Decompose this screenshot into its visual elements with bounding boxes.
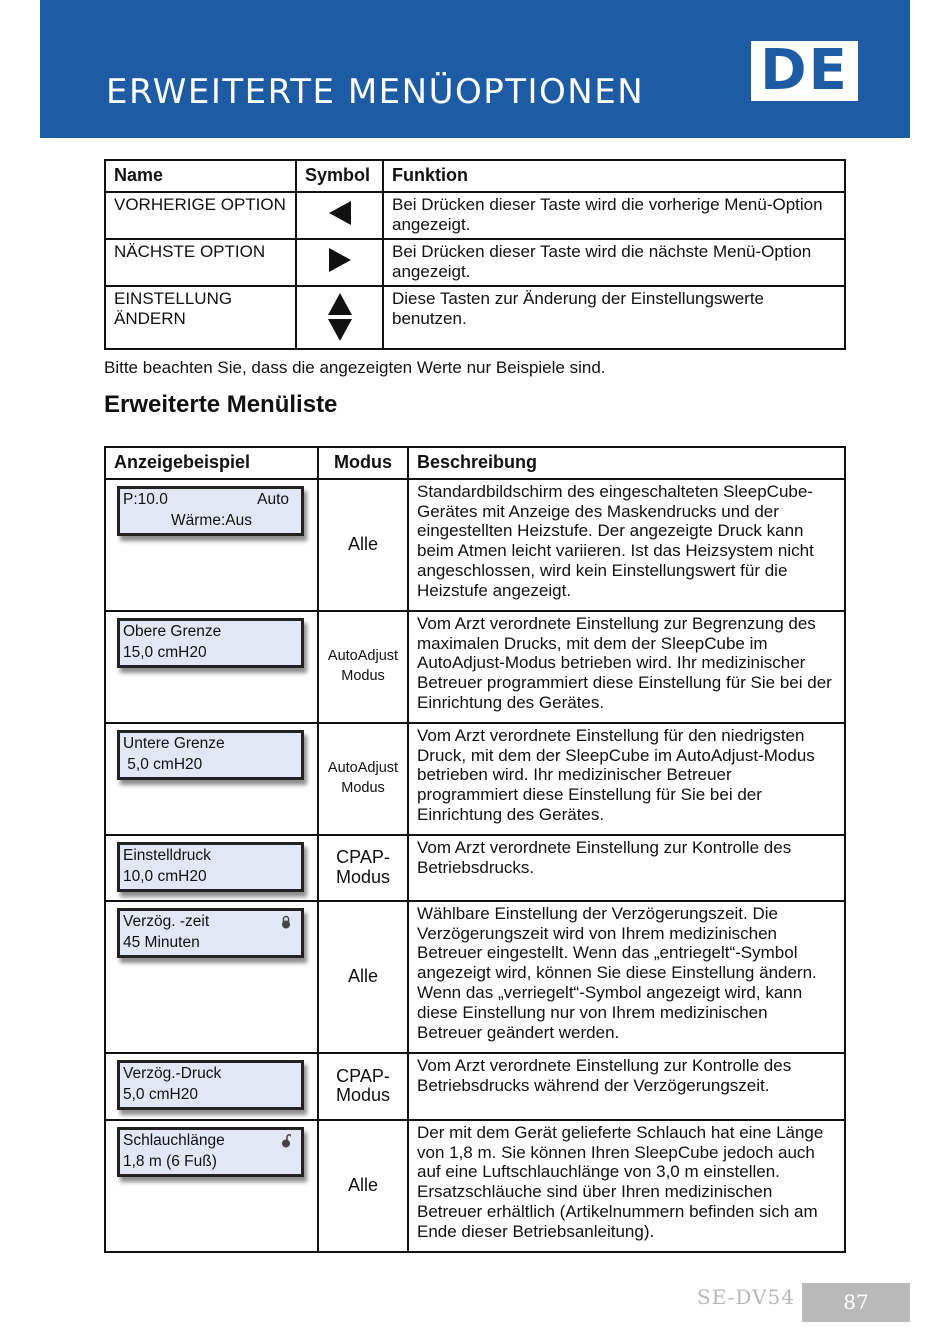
description-cell: Wählbare Einstellung der Verzögerungszeit. Die Verzögerungszeit wird von Ihrem medizinischen Betreuer eingestellt. Wenn das „entriegelt“-Symbol angezeigt wird, können Sie diese Einstellung ändern. Wenn das „verriegelt“-Symbol angezeigt wird, kann diese Einstellung nur von Ihrem medizinischen Betreuer geändert werden. <box>408 901 845 1053</box>
table-header-row <box>105 447 845 479</box>
display-example <box>117 908 304 958</box>
mode-cell: AutoAdjust Modus <box>318 723 408 835</box>
right-triangle-icon <box>329 248 351 272</box>
display-example <box>117 1060 304 1110</box>
display-example <box>117 486 304 536</box>
button-function: Diese Tasten zur Änderung der Einstellungswerte benutzen. <box>383 286 845 349</box>
description-cell: Vom Arzt verordnete Einstellung zur Kontrolle des Betriebsdrucks. <box>408 835 845 901</box>
description-cell: Vom Arzt verordnete Einstellung zur Kontrolle des Betriebsdrucks während der Verzögerungszeit. <box>408 1053 845 1120</box>
table-row <box>105 192 845 239</box>
column-header: Funktion <box>383 160 845 192</box>
table-row <box>105 901 845 1053</box>
table-row <box>105 723 845 835</box>
mode-cell: Alle <box>318 1120 408 1252</box>
column-header: Modus <box>318 447 408 479</box>
document-code: SE-DV54 <box>697 1285 796 1309</box>
display-example <box>117 1127 304 1177</box>
column-header: Beschreibung <box>408 447 845 479</box>
table-row <box>105 239 845 286</box>
mode-cell: CPAP-Modus <box>318 1053 408 1120</box>
display-mode: Auto <box>257 490 289 508</box>
mode-cell: AutoAdjust Modus <box>318 611 408 723</box>
button-name: VORHERIGE OPTION <box>105 192 296 239</box>
display-line-2: 1,8 m (6 Fuß) <box>123 1152 217 1170</box>
description-cell: Vom Arzt verordnete Einstellung zur Begrenzung des maximalen Drucks, mit dem der SleepCube im AutoAdjust-Modus betrieben wird. Ihr medizinischer Betreuer programmiert diese Einstellung für Sie bei der Einrichtung des Gerätes. <box>408 611 845 723</box>
table-header-row <box>105 160 845 192</box>
menu-list-table <box>104 446 846 1253</box>
display-example <box>117 730 304 780</box>
display-line-2: 10,0 cmH20 <box>123 867 207 885</box>
mode-cell: CPAP-Modus <box>318 835 408 901</box>
display-line-2: 15,0 cmH20 <box>123 643 207 661</box>
display-line-1: Untere Grenze <box>123 734 225 752</box>
section-title: Erweiterte Menüliste <box>104 391 338 418</box>
table-row <box>105 611 845 723</box>
description-cell: Standardbildschirm des eingeschalteten SleepCube-Gerätes mit Anzeige des Maskendrucks und der eingestellten Heizstufe. Der angezeigte Druck kann beim Atmen leicht variieren. Ist das Heizsystem nicht angeschlossen, wird kein Einstellungswert für die Heizstufe angezeigt. <box>408 479 845 611</box>
page-title: ERWEITERTE MENÜOPTIONEN <box>106 72 645 112</box>
display-line-1: Einstelldruck <box>123 846 211 864</box>
button-function: Bei Drücken dieser Taste wird die nächste Menü-Option angezeigt. <box>383 239 845 286</box>
button-name: NÄCHSTE OPTION <box>105 239 296 286</box>
display-line-2: 5,0 cmH20 <box>123 1085 198 1103</box>
table-row <box>105 1053 845 1120</box>
table-row <box>105 835 845 901</box>
column-header: Name <box>105 160 296 192</box>
description-cell: Vom Arzt verordnete Einstellung für den niedrigsten Druck, mit dem der SleepCube im AutoAdjust-Modus betrieben wird. Ihr medizinischer Betreuer programmiert diese Einstellung für Sie bei der Einrichtung des Gerätes. <box>408 723 845 835</box>
down-triangle-icon <box>328 319 352 341</box>
display-line-2: 45 Minuten <box>123 933 200 951</box>
unlocked-icon <box>281 1134 291 1148</box>
left-triangle-icon <box>329 201 351 225</box>
page-number: 87 <box>802 1283 910 1322</box>
display-line-1: Schlauchlänge <box>123 1131 225 1149</box>
table-row <box>105 479 845 611</box>
locked-icon <box>281 915 291 929</box>
table-row <box>105 286 845 349</box>
mode-cell: Alle <box>318 901 408 1053</box>
display-line-1: Verzög. -zeit <box>123 912 210 930</box>
button-functions-table <box>104 159 846 350</box>
note-text: Bitte beachten Sie, dass die angezeigten Werte nur Beispiele sind. <box>104 358 606 377</box>
language-badge: DE <box>751 41 858 101</box>
button-function: Bei Drücken dieser Taste wird die vorherige Menü-Option angezeigt. <box>383 192 845 239</box>
button-name: EINSTELLUNG ÄNDERN <box>105 286 296 349</box>
description-cell: Der mit dem Gerät gelieferte Schlauch hat eine Länge von 1,8 m. Sie können Ihren SleepCube jedoch auch auf eine Luftschlauchlänge von 3,0 m einstellen. Ersatzschläuche sind über Ihren medizinischen Betreuer erhältlich (Artikelnummern befinden sich am Ende dieser Betriebsanleitung). <box>408 1120 845 1252</box>
column-header: Anzeigebeispiel <box>105 447 318 479</box>
mode-cell: Alle <box>318 479 408 611</box>
table-row <box>105 1120 845 1252</box>
display-line-2: 5,0 cmH20 <box>123 755 203 773</box>
up-triangle-icon <box>328 293 352 315</box>
display-line-1: Obere Grenze <box>123 622 222 640</box>
column-header: Symbol <box>296 160 383 192</box>
display-example <box>117 842 304 892</box>
display-example <box>117 618 304 668</box>
display-line-2: Wärme:Aus <box>171 511 252 529</box>
display-line-1: P:10.0 <box>123 490 168 508</box>
display-line-1: Verzög.-Druck <box>123 1064 222 1082</box>
